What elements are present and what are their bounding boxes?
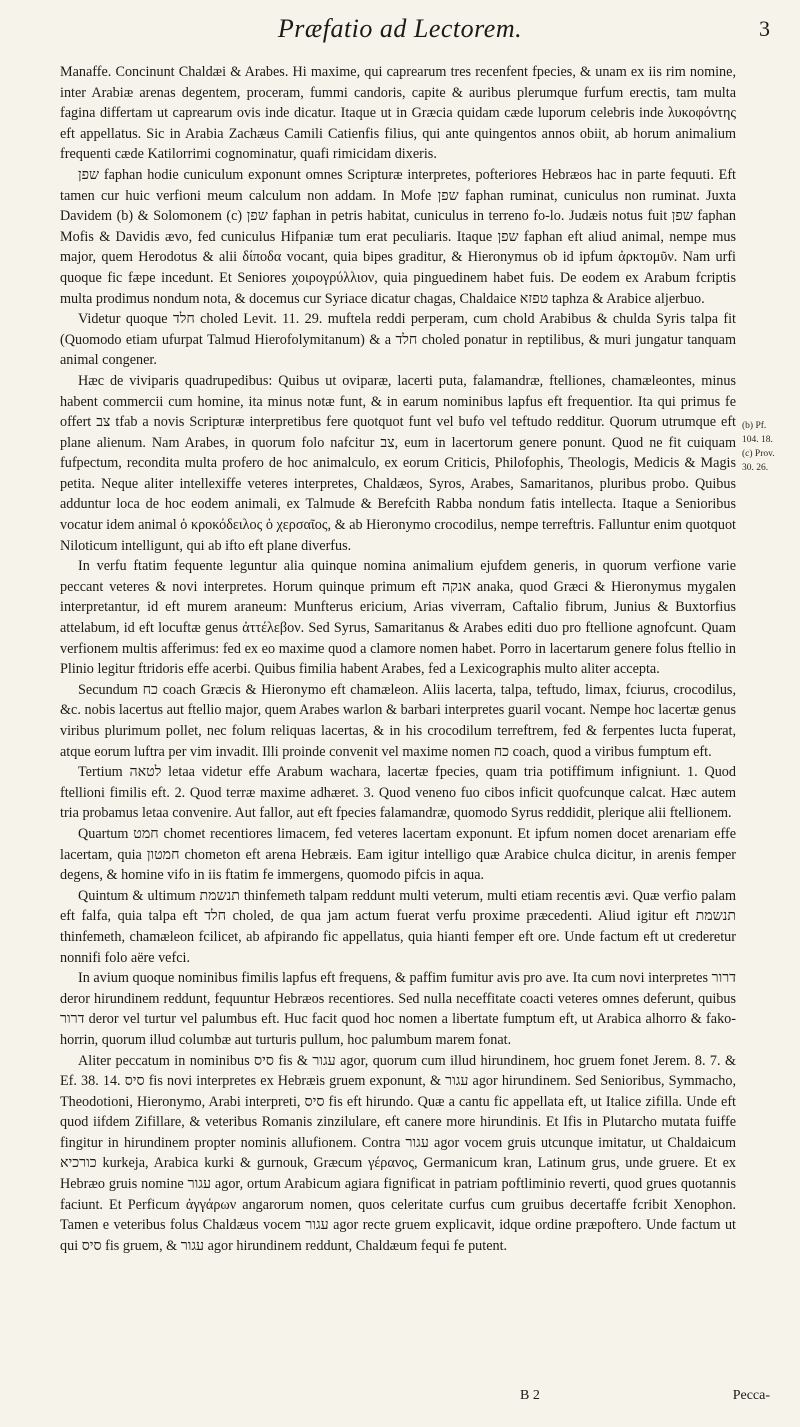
page-number: 3 xyxy=(759,16,770,41)
paragraph: Quintum & ultimum תנשמת thinfemeth talpam reddunt multi veterum, multi etiam recentis ævi. Quæ verfio palam eft falfa, quia talpa eft חלד choled, de qua jam actum fuerat verfu proxime præcedenti. Aliud igitur eft תנשמת thinfemeth, chamæleon fcilicet, ab afpirando fic appellatus, quia hianti femper eft ore. Unde factum eft ut crederetur nonnifi folo aëre vefci. xyxy=(60,887,736,966)
margin-note: 104. 18. xyxy=(742,435,773,445)
margin-note: 30. 26. xyxy=(742,463,769,473)
paragraph: Tertium לטאה letaa videtur effe Arabum wachara, lacertæ fpecies, quam tria potiffimum infigniunt. 1. Quod ftellioni fimilis eft. 2. Quod terræ maxime adhæret. 3. Quod veneno fuo cibos inficit quofcunque calcat. Hæc autem tria probamus letaa convenire. Aut fallor, aut eft fpecies falamandræ, quomodo Syrus reddidit, plerique alii ftellionem. xyxy=(60,764,736,822)
paragraph: In avium quoque nominibus fimilis lapfus eft frequens, & paffim fumitur avis pro ave. Ita cum novi interpretes דרור deror hirundinem reddunt, fequuntur Hebræos recentiores. Sed nulla neceffitate coacti veteres omnes deferunt, quibus דרור deror vel turtur vel palumbus eft. Huc facit quod hoc nomen a libertate fumptum eft, ut Arabica alhorro & fako-horrin, quorum illud columbæ aut turturis pullum, hoc palumbum marem fonat. xyxy=(60,970,736,1048)
paragraph: Hæc de viviparis quadrupedibus: Quibus ut oviparæ, lacerti puta, falamandræ, ftelliones, chamæleontes, minus habent commercii cum homine, ita minus notæ funt, & in earum nominibus lapfus eft frequentior. Ita qui primus fe offert צב tfab a novis Scripturæ interpretibus fere quotquot funt vel bufo vel teftudo redditur. Quorum utrumque eft plane alienum. Nam Arabes, in quorum folo nafcitur צב, eum in lacertorum genere ponunt. Quod ne fit cuiquam fufpectum, recondita multa profero de hoc animalculo, ex eorum Criticis, Philofophis, Theologis, Medicis & Magis petita. Neque aliter intellexiffe veteres interpretes, Chaldæos, Syros, Arabes, Samaritanos, pluribus probo. Quibus adduntur loca de hoc eodem animali, ex Talmude & Berefcith Rabba nondum fatis intellecta. Itaque a Senioribus vocatur idem animal ὁ κροκόδειλος ὁ χερσαῖος, & ab Hieronymo crocodilus, nempe terreftris. Falluntur enim quotquot Niloticum intelligunt, qui ab ifto eft plane diverfus. xyxy=(60,372,737,554)
margin-note: (b) Pf. xyxy=(742,421,767,431)
paragraph: Manaffe. Concinunt Chaldæi & Arabes. Hi maxime, qui caprearum tres recenfent fpecies, & unam ex iis rim nomine, inter Arabiæ arenas degentem, proceram, fummi candoris, capite & auribus plerumque furfum erectis, tam multa fagina differtam ut caprearum ovis inde dicatur. Itaque ut in Græcia quidam cæde luporum celebris inde λυκοφόντης eft appellatus. Sic in Arabia Zachæus Camili Catienfis filius, qui ante quingentos annos obiit, ab horum animalium frequenti cæde Katilorrimi cognominatur, quafi rimicidam dixeris. xyxy=(60,64,736,163)
signature-mark: B 2 xyxy=(520,1388,540,1403)
running-head: Præfatio ad Lectorem. xyxy=(277,14,523,43)
margin-notes xyxy=(742,420,798,476)
catchword: Pecca- xyxy=(732,1388,770,1403)
paragraph: Secundum כח coach Græcis & Hieronymo eft chamæleon. Aliis lacerta, talpa, teftudo, limax, fciurus, crocodilus, &c. nobis lacertus aut ftellio major, quem Arabes warlon & barbari interpretes guaril vocant. Nempe hoc lacertæ genus viribus plurimum pollet, nec folum reliquas lacertas, & in his crocodilum terreftrem, fed & ferpentes lucta fuperat, atque eorum luftra per vim invadit. Illi proinde convenit vel maxime nomen כח coach, quod a viribus fumptum eft. xyxy=(60,681,737,760)
paragraph: Quartum חמט chomet recentiores limacem, fed veteres lacertam exponunt. Et ipfum nomen docet arenariam effe lacertam, quia חמטון chometon eft arena Hebræis. Eam igitur intelligo quæ Arabice chulca dicitur, in arenis femper degens, & homine vifo in iis ftatim fe immergens, quomodo pifcis in aqua. xyxy=(60,825,737,884)
paragraph: Videtur quoque חלד choled Levit. 11. 29. muftela reddi perperam, cum chold Arabibus & chulda Syris talpa fit (Quomodo etiam ufurpat Talmud Hierofolymitanum) & a חלד choled ponatur in reptilibus, & muri jungatur tanquam animal congener. xyxy=(60,311,736,369)
body-text xyxy=(60,62,736,1256)
page-header xyxy=(20,14,780,50)
margin-note: (c) Prov. xyxy=(742,449,775,459)
paragraph: שפן faphan hodie cuniculum exponunt omnes Scripturæ interpretes, pofteriores Hebræos hac in parte fequuti. Eft tamen cur huic verfioni meum calculum non addam. In Mofe שפן faphan ruminat, cuniculus non ruminat. Juxta Davidem (b) & Solomonem (c) שפן faphan in petris habitat, cuniculus in terreno fo-lo. Judæis notus fuit שפן faphan Mofis & Davidis ævo, fed cuniculus Hifpaniæ tum erat peculiaris. Itaque שפן faphan eft aliud animal, nempe mus major, quem Herodotus & alii δίποδα vocant, quia bipes graditur, & Hieronymus ob id ipfum ἀρκτομῦν. Nam urfi quoque fic fæpe incedunt. Et Seniores χοιρογρύλλιον, quia pinguedinem habet fuis. De eodem ex Arabum fcriptis multa prodimus nondum nota, & docemus cur Syriace dicatur chagas, Chaldaice טפזא taphza & Arabice aljerbuo. xyxy=(60,166,737,307)
paragraph: Aliter peccatum in nominibus סיס fis & עגור agor, quorum cum illud hirundinem, hoc gruem fonet Jerem. 8. 7. & Ef. 38. 14. סיס fis novi interpretes ex Hebræis gruem exponunt, & עגור agor hirundinem. Sed Senioribus, Symmacho, Theodotioni, Hieronymo, Arabi interpreti, סיס fis eft hirundo. Quæ a cantu fic appellata eft, ut Italice zifilla. Unde eft quod iifdem Zifillare, & veteribus Romanis zinzilulare, eft canere more hirundinis. Et Ifis in Plutarcho mutata fuiffe fingitur in hirundinem propter nominis allufionem. Contra עגור agor vocem gruis utcunque imitatur, ut Chaldaicum כורכיא kurkeja, Arabica kurki & gurnouk, Græcum γέρανος, Germanicum kran, Latinum grus, unde gruere. Et ex Hebræo gruis nomine עגור agor, ortum Arabicum agiara fignificat in patriam poftliminio reverti, quod grues quotannis faciunt. Et Perficum ἀγγάρων angarorum nomen, quos celeritate curfus cum gruibus decertaffe fcribit Xenophon. Tamen e veteribus folus Chaldæus vocem עגור agor recte gruem explicavit, idque ordine præpoftero. Unde factum ut qui סיס fis gruem, & עגור agor hirundinem reddunt, Chaldæum fequi fe putent. xyxy=(60,1052,737,1254)
paragraph: In verfu ftatim fequente leguntur alia quinque nomina animalium ejufdem generis, in quorum verfione varie peccant veteres & novi interpretes. Horum quinque primum eft אנקה anaka, quod Græci & Hieronymus mygalen interpretantur, id eft murem araneum: Munfterus ericium, Arias viverram, Caftalio fibrum, Junius & Buxtorfius attelabum, id eft locuftæ genus ἀττέλεβον. Sed Syrus, Samaritanus & Arabes editi duo pro ftellione agnofcunt. Quam verfionem multis afferimus: fed ex eo maxime quod a clamore nomen habet. Porro in lacertarum genere folus ftellio in Plinio legitur ftridoris effe acerbi. Quibus fimilia habent Arabes, fed a Lexicographis multo aliter accepta. xyxy=(60,558,736,678)
